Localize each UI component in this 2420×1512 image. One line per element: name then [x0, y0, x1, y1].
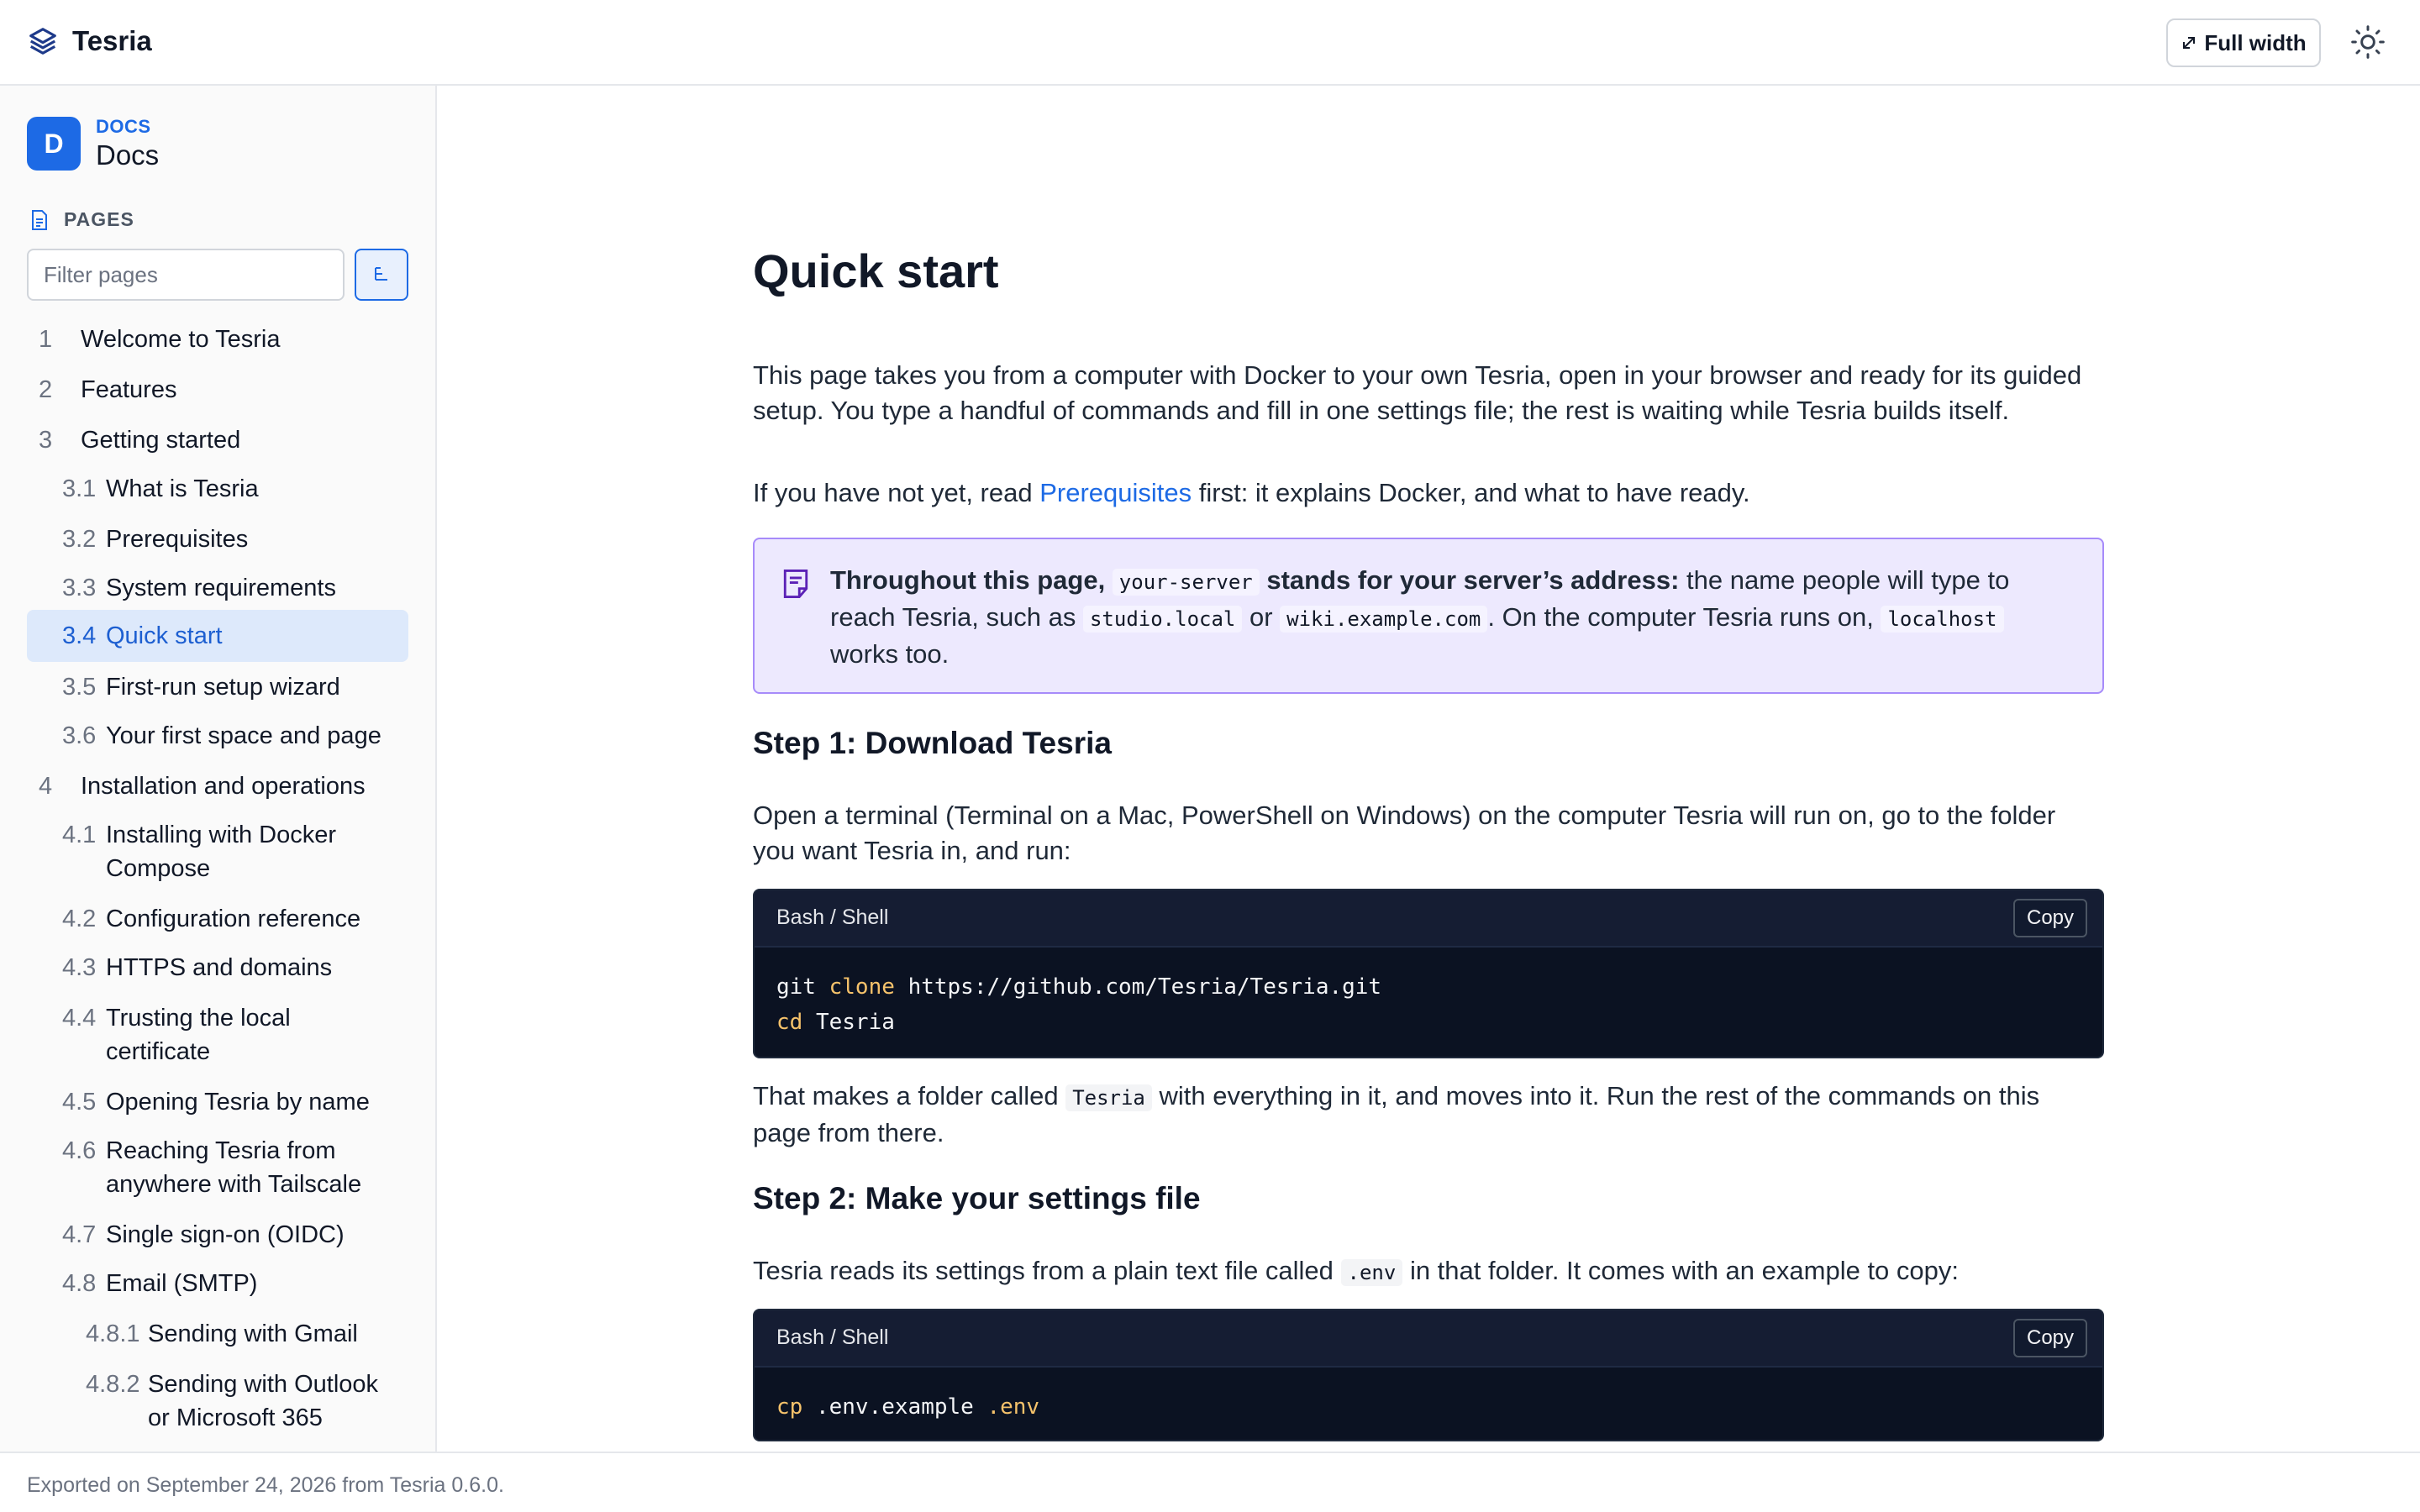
nav-item[interactable]	[27, 1001, 408, 1068]
layers-icon	[27, 25, 59, 57]
code-content[interactable]	[755, 948, 2102, 1040]
tree-view-button[interactable]	[355, 249, 408, 301]
nav-item-label: First-run setup wizard	[106, 674, 340, 701]
space-avatar: D	[27, 117, 81, 171]
after-code: Tesria	[1065, 1084, 1152, 1111]
nav-item-label: Welcome to Tesria	[81, 326, 281, 353]
callout-text-3: . On the computer Tesria runs on,	[1487, 602, 1881, 632]
nav-item-number: 3.3	[62, 575, 97, 601]
nav-item[interactable]	[27, 423, 408, 457]
step-1-text: Open a terminal (Terminal on a Mac, PowerShell on Windows) on the computer Tesria will run on, go to the folder you want Tesria in, and run:	[753, 801, 2056, 865]
callout-text-2: or	[1242, 602, 1281, 632]
after-text-before: That makes a folder called	[753, 1081, 1066, 1110]
export-footer: Exported on September 24, 2026 from Tesria 0.6.0.	[0, 1452, 2420, 1512]
nav-item-label: Reaching Tesria from anywhere with Tailscale	[106, 1137, 362, 1198]
nav-item-number: 4.7	[62, 1221, 97, 1248]
nav-item-number: 1	[39, 326, 53, 353]
nav-item[interactable]	[27, 1085, 408, 1119]
copy-button[interactable]: Copy	[2013, 1319, 2087, 1357]
prereq-text-before: If you have not yet, read	[753, 478, 1040, 507]
prereq-text-after: first: it explains Docker, and what to have ready.	[1192, 478, 1750, 507]
nav-item[interactable]	[27, 323, 408, 356]
nav-item-number: 3.1	[62, 475, 97, 502]
tree-icon	[371, 265, 392, 285]
copy-button[interactable]: Copy	[2013, 899, 2087, 937]
callout-code-4: localhost	[1881, 606, 2003, 633]
note-icon	[781, 568, 810, 600]
code-token: git	[776, 974, 816, 1000]
expand-icon	[2181, 34, 2197, 51]
prerequisites-link[interactable]: Prerequisites	[1039, 478, 1192, 507]
code-keyword: cd	[776, 1010, 803, 1035]
code-block-step-2	[753, 1309, 2104, 1441]
step-2-code: .env	[1341, 1259, 1403, 1286]
nav-item-label: Sending with Outlook or Microsoft 365	[148, 1371, 379, 1431]
step-1-heading: Step 1: Download Tesria	[753, 726, 1112, 760]
step-2-text-after: in that folder. It comes with an example to copy:	[1402, 1256, 1959, 1285]
nav-item-label: Opening Tesria by name	[106, 1089, 370, 1116]
intro-paragraph: This page takes you from a computer with Docker to your own Tesria, open in your browser and ready for its guided setup. You type a handful of commands and fill in one settings file; the rest is waiting while Tesria builds itself.	[753, 360, 2082, 425]
step-2-text-before: Tesria reads its settings from a plain text file called	[753, 1256, 1341, 1285]
nav-item[interactable]	[27, 1267, 408, 1300]
after-text-after: with everything in it, and moves into it. Run the rest of the commands on this page from there.	[753, 1081, 2040, 1147]
step-1-after-text	[753, 1079, 2104, 1151]
nav-item-number: 4.8.1	[86, 1320, 140, 1347]
nav-item-label: Getting started	[81, 427, 241, 454]
callout-code-1: your-server	[1113, 569, 1260, 596]
nav-item-label: Single sign-on (OIDC)	[106, 1221, 345, 1248]
nav-item[interactable]	[27, 1218, 408, 1252]
nav-item[interactable]	[27, 951, 408, 984]
main-content	[753, 86, 2104, 1452]
code-language-label: Bash / Shell	[776, 1326, 889, 1349]
nav-item-number: 4.8.2	[86, 1371, 140, 1398]
nav-item-label: Installation and operations	[81, 773, 366, 800]
nav-item-number: 4.1	[62, 822, 97, 848]
brand[interactable]	[27, 25, 152, 57]
callout-text-1: the name people will type to reach Tesria, such as	[830, 565, 2010, 632]
nav-item[interactable]	[27, 769, 408, 803]
sidebar	[0, 86, 437, 1452]
callout-code-2: studio.local	[1083, 606, 1242, 633]
nav-item[interactable]	[27, 1368, 408, 1435]
nav-item-number: 3.6	[62, 722, 97, 749]
code-token: Tesria	[815, 1010, 895, 1035]
pages-label: PAGES	[64, 208, 134, 230]
page-title: Quick start	[753, 244, 999, 297]
nav-item-label: What is Tesria	[106, 475, 259, 502]
full-width-label: Full width	[2204, 29, 2307, 55]
nav-item-number: 3.5	[62, 674, 97, 701]
callout-bold-1: Throughout this page,	[830, 565, 1113, 595]
filter-pages-input[interactable]	[27, 249, 345, 301]
document-icon	[30, 209, 49, 231]
space-switcher[interactable]	[27, 116, 159, 171]
note-callout	[753, 538, 2104, 694]
sun-icon[interactable]	[2349, 24, 2386, 60]
nav-item-label: Quick start	[106, 622, 223, 649]
code-token: .env.example	[815, 1394, 974, 1420]
nav-item-label: Installing with Docker Compose	[106, 822, 336, 882]
nav-item[interactable]	[27, 902, 408, 936]
step-2-text	[753, 1253, 2104, 1290]
nav-item-number: 4.6	[62, 1137, 97, 1164]
nav-item-active[interactable]	[27, 610, 408, 662]
code-content[interactable]	[755, 1368, 2102, 1425]
prerequisites-paragraph	[753, 475, 2104, 511]
nav-item-number: 4.2	[62, 906, 97, 932]
step-2-heading: Step 2: Make your settings file	[753, 1181, 1201, 1215]
nav-item[interactable]	[27, 373, 408, 407]
code-keyword: .env	[986, 1394, 1040, 1420]
app-name: Tesria	[72, 25, 152, 56]
nav-item[interactable]	[27, 571, 408, 605]
full-width-button[interactable]	[2166, 18, 2321, 67]
nav-item-label: Sending with Gmail	[148, 1320, 358, 1347]
nav-item-label: Configuration reference	[106, 906, 361, 932]
code-token: https://github.com/Tesria/Tesria.git	[908, 974, 1382, 1000]
nav-item-label: Email (SMTP)	[106, 1270, 258, 1297]
nav-item[interactable]	[27, 719, 408, 753]
nav-item-label: HTTPS and domains	[106, 954, 333, 981]
nav-item-number: 3	[39, 427, 53, 454]
nav-item-number: 3.4	[62, 622, 97, 649]
nav-item[interactable]	[27, 522, 408, 556]
callout-text-4: works too.	[830, 639, 950, 669]
space-kicker: DOCS	[96, 116, 151, 137]
code-keyword: clone	[829, 974, 895, 1000]
nav-item-number: 4.4	[62, 1005, 97, 1032]
pages-heading	[30, 208, 134, 231]
nav-item-number: 2	[39, 376, 53, 403]
nav-item[interactable]	[27, 1134, 408, 1201]
nav-item-label: System requirements	[106, 575, 336, 601]
code-block-header	[755, 890, 2102, 948]
nav-item-label: Your first space and page	[106, 722, 381, 749]
callout-code-3: wiki.example.com	[1280, 606, 1487, 633]
nav-item-number: 4.8	[62, 1270, 97, 1297]
callout-bold-2: stands for your server’s address:	[1259, 565, 1680, 595]
nav-item-number: 3.2	[62, 526, 97, 553]
code-keyword: cp	[776, 1394, 803, 1420]
top-bar	[0, 0, 2420, 86]
space-title: Docs	[96, 139, 160, 171]
code-block-header	[755, 1310, 2102, 1368]
nav-item[interactable]	[27, 818, 408, 885]
nav-item-number: 4.5	[62, 1089, 97, 1116]
nav-item[interactable]	[27, 670, 408, 704]
code-block-step-1	[753, 889, 2104, 1058]
code-language-label: Bash / Shell	[776, 906, 889, 929]
nav-item-label: Features	[81, 376, 177, 403]
nav-item-label: Prerequisites	[106, 526, 249, 553]
nav-item[interactable]	[27, 1317, 408, 1351]
nav-item[interactable]	[27, 472, 408, 506]
nav-item-label: Trusting the local certificate	[106, 1005, 291, 1065]
nav-item-number: 4	[39, 773, 53, 800]
nav-item-number: 4.3	[62, 954, 97, 981]
